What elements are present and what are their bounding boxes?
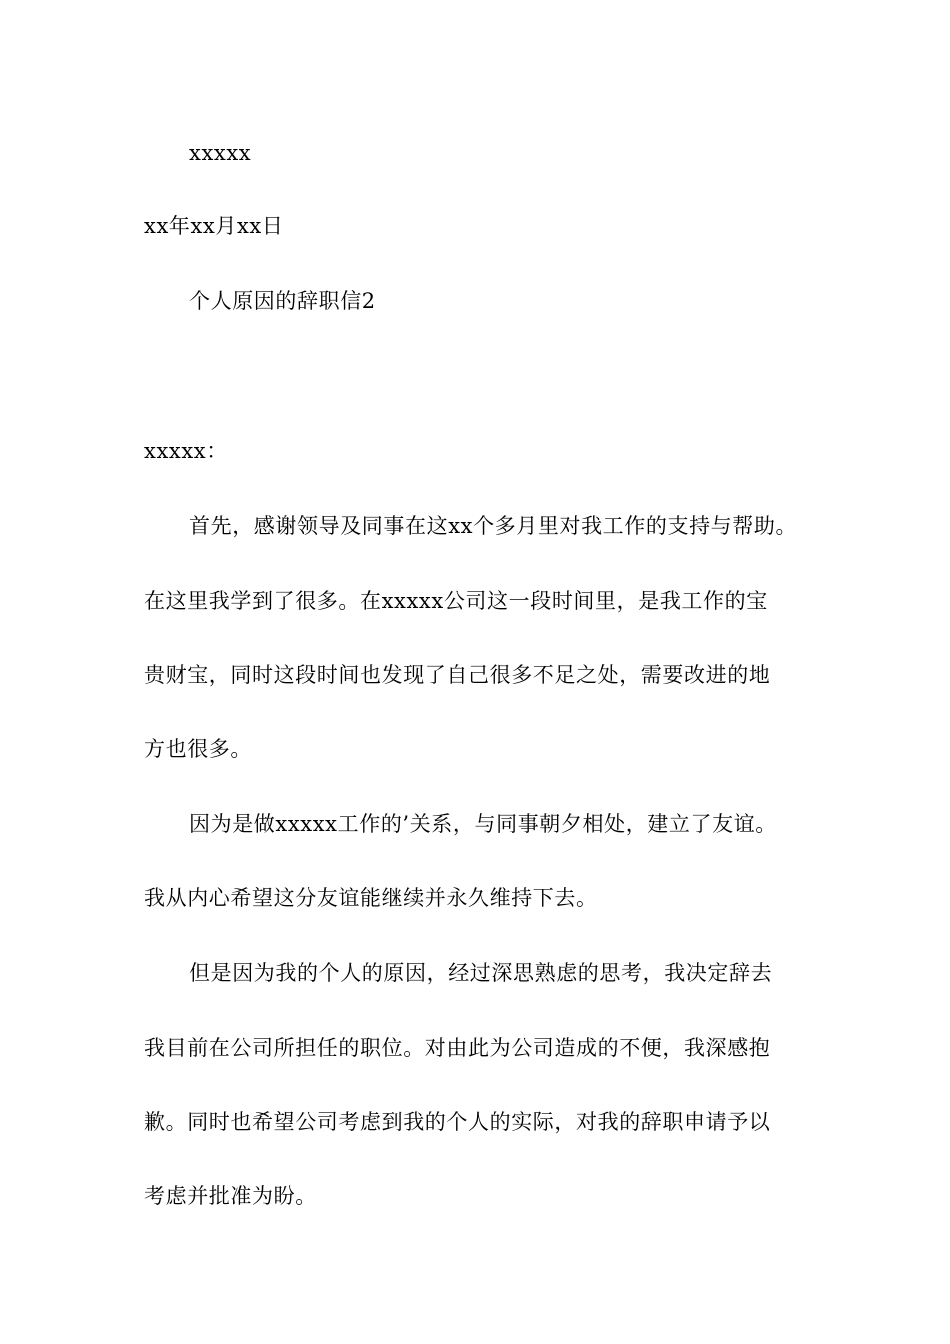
paragraph-3-line-4: 考虑并批准为盼。 xyxy=(144,1184,317,1208)
signature-name: xxxxx xyxy=(189,141,252,165)
paragraph-1-line-1: 首先，感谢领导及同事在这xx个多月里对我工作的支持与帮助。 xyxy=(189,514,798,538)
paragraph-2-line-1: 因为是做xxxxx工作的’关系，与同事朝夕相处，建立了友谊。 xyxy=(189,812,777,836)
paragraph-3-line-1: 但是因为我的个人的原因，经过深思熟虑的思考，我决定辞去 xyxy=(189,961,773,985)
signature-date: xx年xx月xx日 xyxy=(144,214,284,238)
paragraph-1-line-2: 在这里我学到了很多。在xxxxx公司这一段时间里，是我工作的宝 xyxy=(144,589,768,613)
salutation: xxxxx： xyxy=(144,439,228,463)
letter-title: 个人原因的辞职信2 xyxy=(189,289,376,313)
paragraph-3-line-2: 我目前在公司所担任的职位。对由此为公司造成的不便，我深感抱 xyxy=(144,1036,771,1060)
paragraph-1-line-4: 方也很多。 xyxy=(144,737,252,761)
paragraph-3-line-3: 歉。同时也希望公司考虑到我的个人的实际，对我的辞职申请予以 xyxy=(144,1110,771,1134)
paragraph-2-line-2: 我从内心希望这分友谊能继续并永久维持下去。 xyxy=(144,886,598,910)
paragraph-1-line-3: 贵财宝，同时这段时间也发现了自己很多不足之处，需要改进的地 xyxy=(144,663,771,687)
